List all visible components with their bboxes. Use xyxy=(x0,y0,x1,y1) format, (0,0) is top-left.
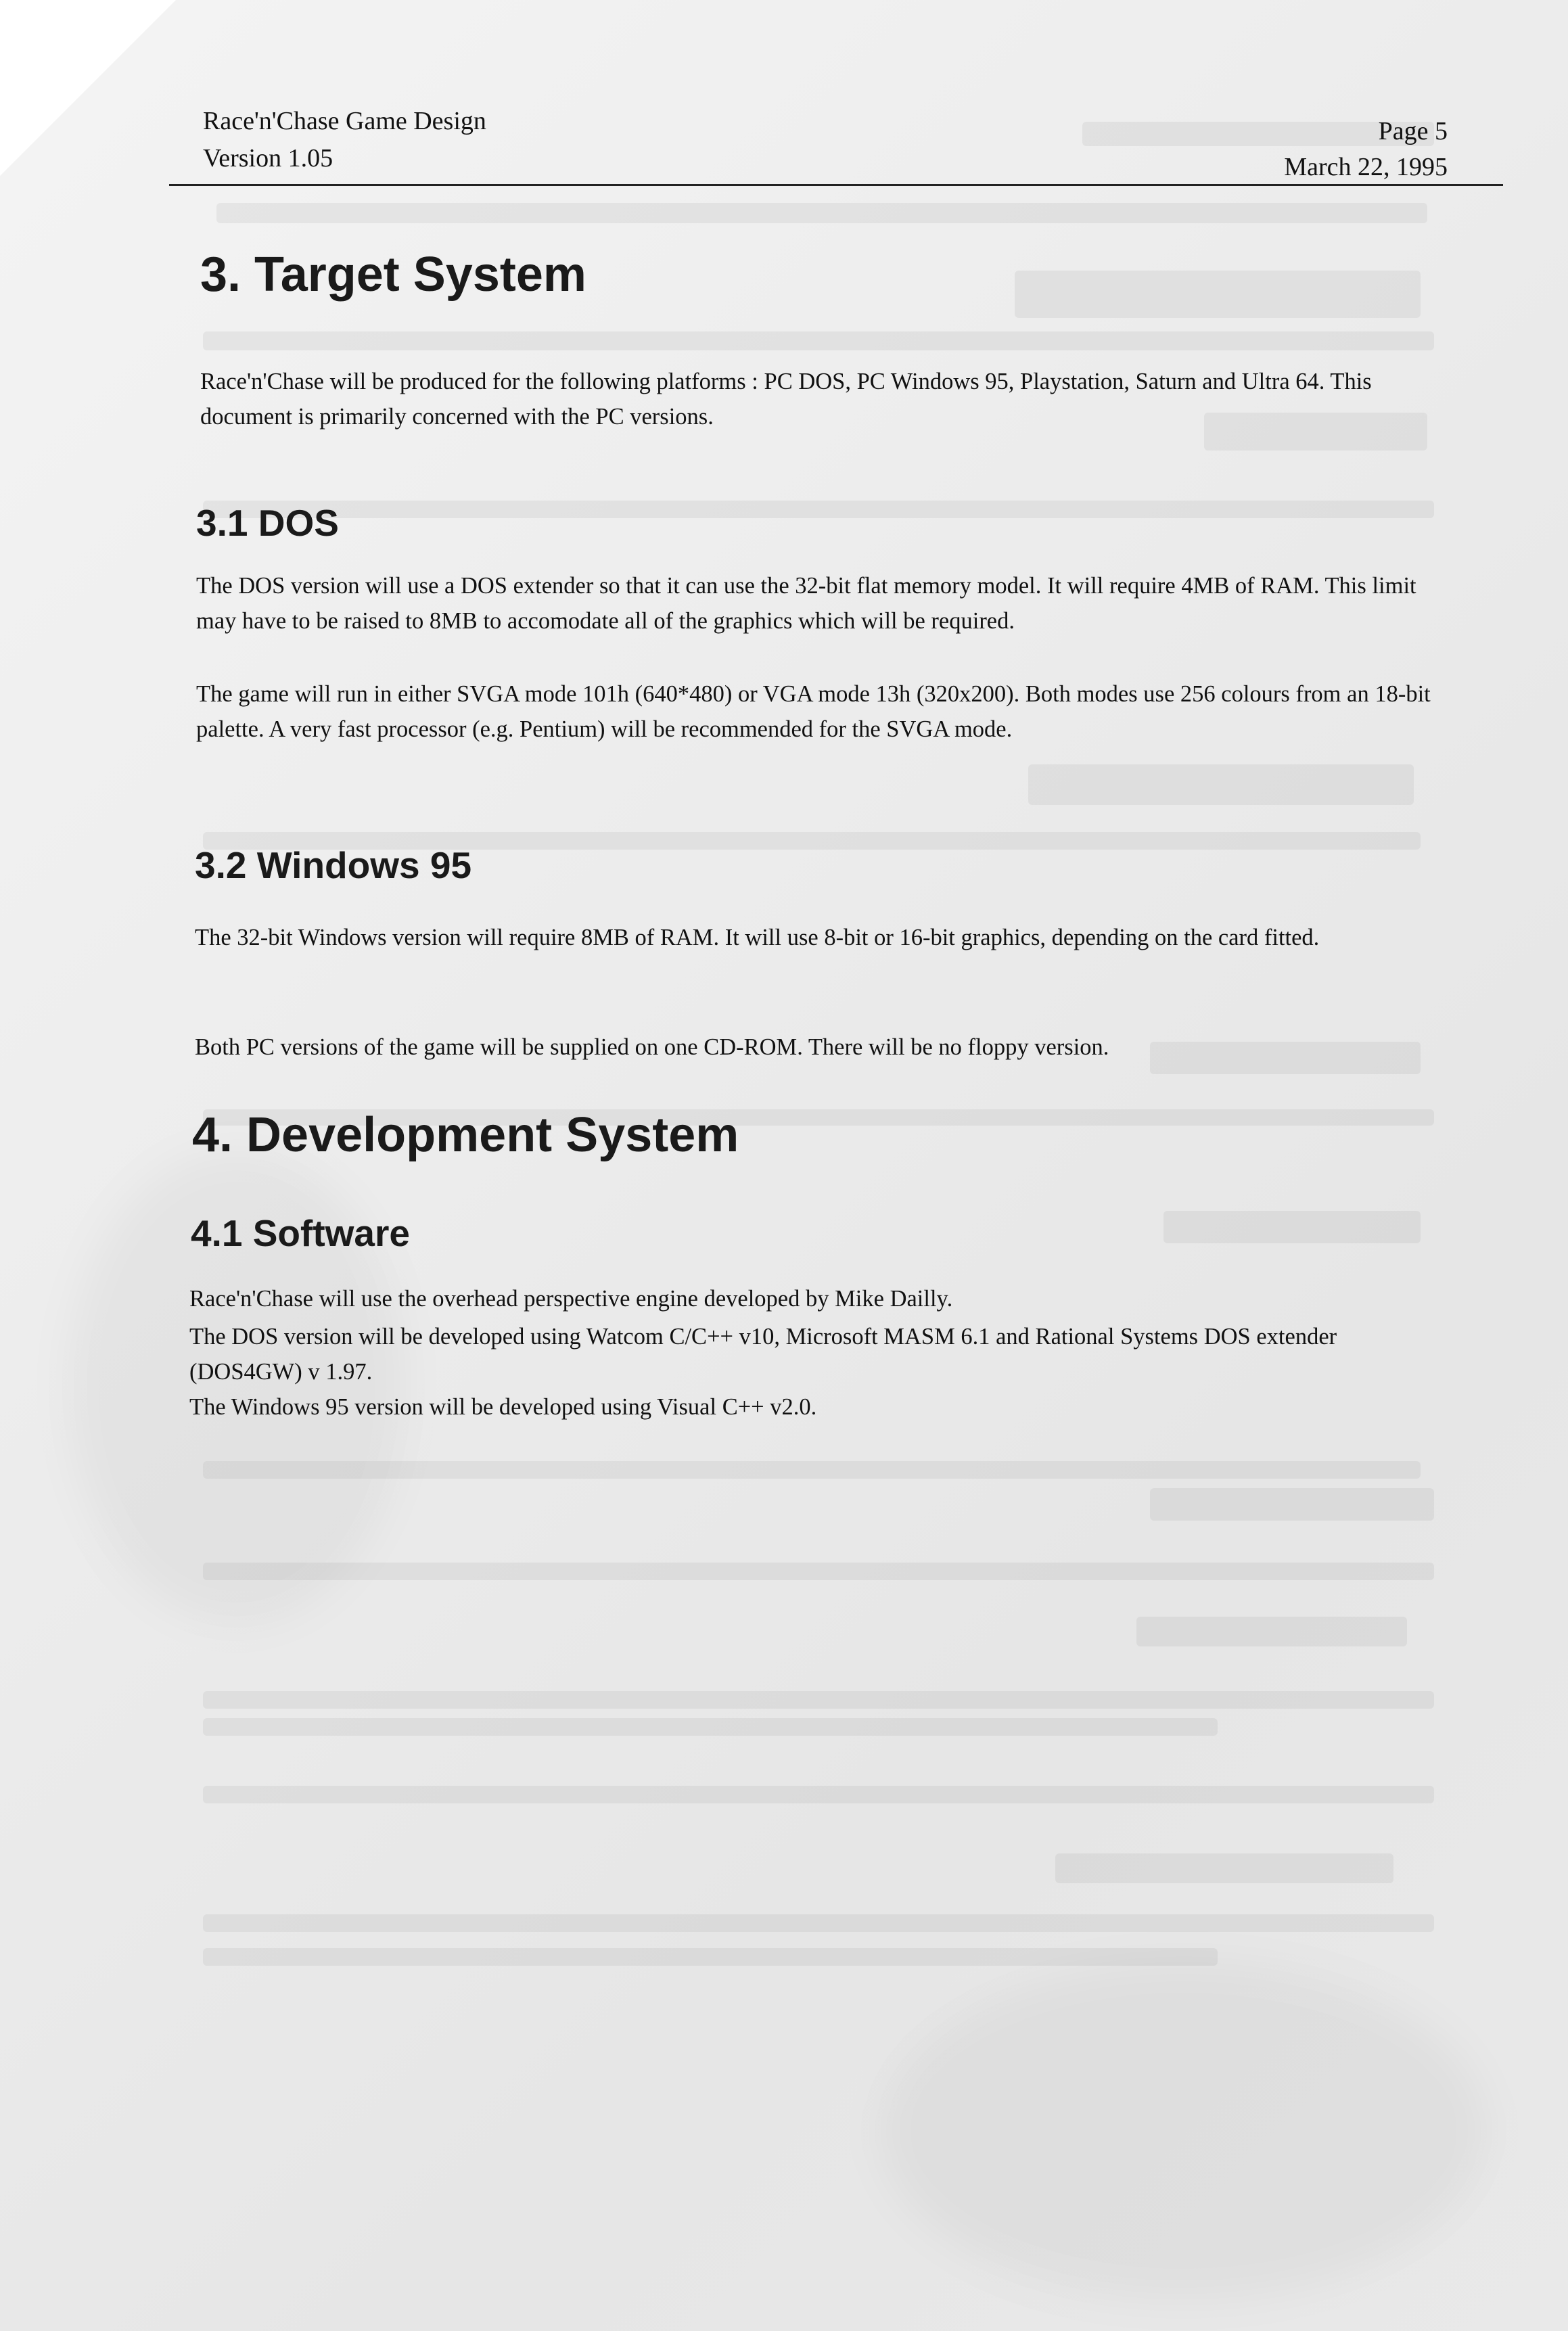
software-paragraph-3: The Windows 95 version will be developed using Visual C++ v2.0. xyxy=(189,1394,817,1420)
paper-shadow xyxy=(879,1962,1488,2300)
software-paragraph-1: Race'n'Chase will use the overhead perspective engine developed by Mike Dailly. xyxy=(189,1286,953,1312)
heading-development-system: 4. Development System xyxy=(192,1108,739,1162)
heading-dos: 3.1 DOS xyxy=(196,502,339,544)
windows-95-paragraph-1: The 32-bit Windows version will require 8MB of RAM. It will use 8-bit or 16-bit graphics, depending on the card fitted. xyxy=(195,925,1320,950)
header-version: Version 1.05 xyxy=(203,144,333,172)
header-page-number: Page 5 xyxy=(1378,117,1448,145)
windows-95-paragraph-2: Both PC versions of the game will be supplied on one CD-ROM. There will be no floppy version. xyxy=(195,1034,1109,1060)
torn-corner xyxy=(0,0,176,176)
dos-paragraph-2: The game will run in either SVGA mode 101h (640*480) or VGA mode 13h (320x200). Both modes use 256 colours from an 18-bit palette. A very fast processor (e.g. Pentium) will be recommended for the SVGA mode. xyxy=(196,681,1431,742)
heading-target-system: 3. Target System xyxy=(200,248,586,302)
target-system-intro: Race'n'Chase will be produced for the following platforms : PC DOS, PC Windows 95, Playstation, Saturn and Ultra 64. This document is primarily concerned with the PC versions. xyxy=(200,369,1372,430)
heading-windows-95: 3.2 Windows 95 xyxy=(195,844,472,886)
header-rule xyxy=(169,184,1503,186)
header-date: March 22, 1995 xyxy=(1284,153,1448,181)
header-doc-title: Race'n'Chase Game Design xyxy=(203,107,486,135)
dos-paragraph-1: The DOS version will use a DOS extender so that it can use the 32-bit flat memory model. It will require 4MB of RAM. This limit may have to be raised to 8MB to accomodate all of the graphics which will be required. xyxy=(196,573,1416,634)
heading-software: 4.1 Software xyxy=(191,1212,411,1254)
software-paragraph-2: The DOS version will be developed using Watcom C/C++ v10, Microsoft MASM 6.1 and Rational Systems DOS extender (DOS4GW) v 1.97. xyxy=(189,1324,1337,1385)
